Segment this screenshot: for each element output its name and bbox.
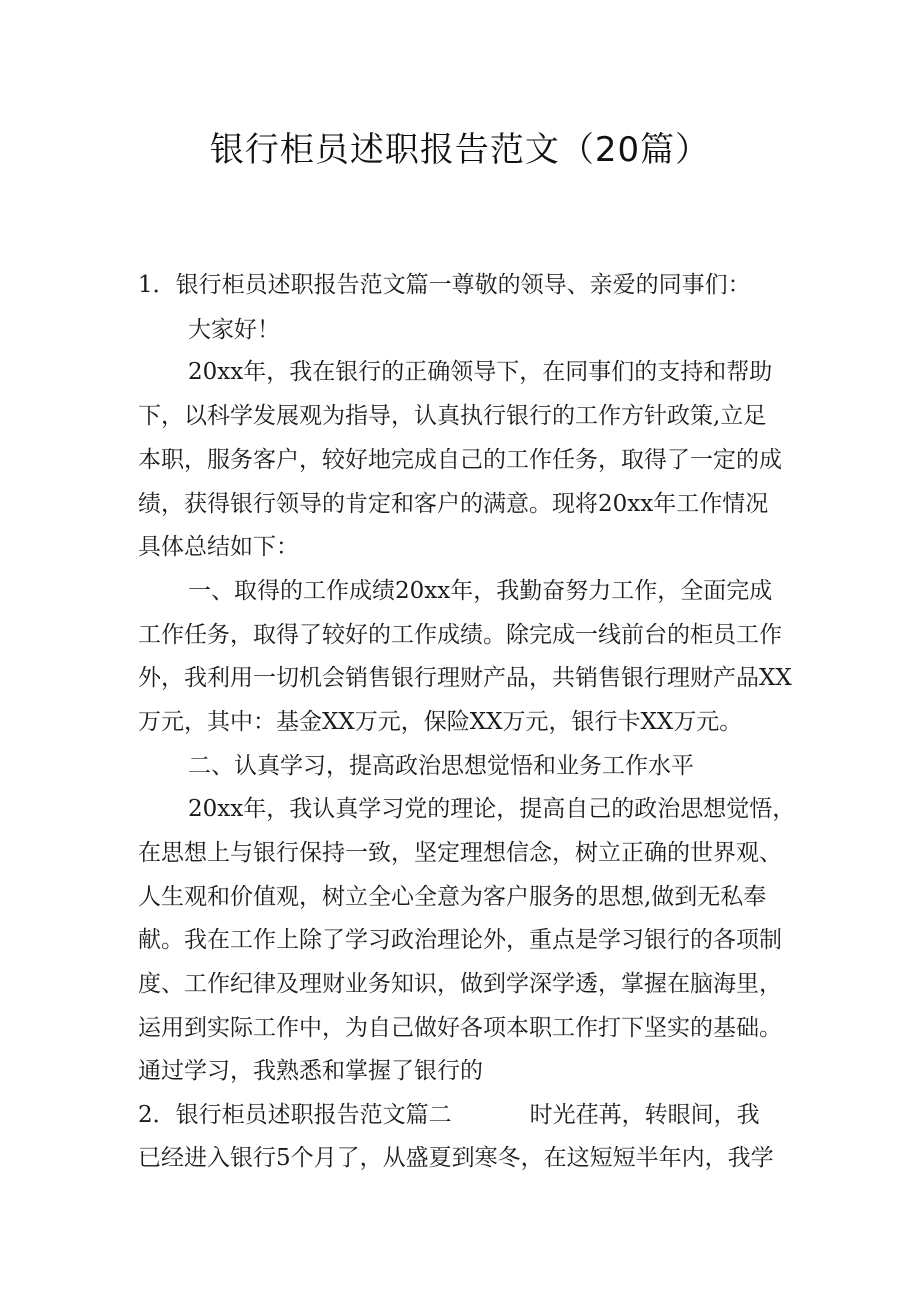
paragraph-2-line-1: 一、取得的工作成绩20xx年，我勤奋努力工作，全面完成 bbox=[188, 578, 773, 604]
paragraph-3-line-1: 20xx年，我认真学习党的理论，提高自己的政治思想觉悟， bbox=[188, 796, 796, 822]
section-2-heading: 2．银行柜员述职报告范文篇二 bbox=[138, 1102, 452, 1128]
section-1-heading: 1．银行柜员述职报告范文篇一尊敬的领导、亲爱的同事们： bbox=[138, 272, 751, 298]
paragraph-1-line-4: 绩，获得银行领导的肯定和客户的满意。现将20xx年工作情况 bbox=[138, 491, 769, 517]
section-2-heading-tail: 时光荏苒，转眼间，我 bbox=[529, 1102, 760, 1128]
paragraph-3-line-7: 通过学习，我熟悉和掌握了银行的 bbox=[138, 1058, 483, 1084]
paragraph-2-line-2: 工作任务，取得了较好的工作成绩。除完成一线前台的柜员工作 bbox=[138, 622, 782, 648]
section-2-heading-line bbox=[138, 1100, 760, 1130]
paragraph-1-line-3: 本职，服务客户，较好地完成自己的工作任务，取得了一定的成 bbox=[138, 447, 782, 473]
document-title: 银行柜员述职报告范文（20篇） bbox=[209, 130, 711, 170]
greeting-line: 大家好！ bbox=[188, 317, 280, 343]
paragraph-3-line-5: 度、工作纪律及理财业务知识，做到学深学透，掌握在脑海里， bbox=[138, 971, 782, 997]
paragraph-2-line-3: 外，我利用一切机会销售银行理财产品，共销售银行理财产品XX bbox=[138, 665, 792, 691]
paragraph-2-line-4: 万元，其中：基金XX万元，保险XX万元，银行卡XX万元。 bbox=[138, 709, 743, 735]
paragraph-3-line-6: 运用到实际工作中，为自己做好各项本职工作打下坚实的基础。 bbox=[138, 1015, 782, 1041]
subheading-study: 二、认真学习，提高政治思想觉悟和业务工作水平 bbox=[188, 753, 694, 779]
paragraph-3-line-2: 在思想上与银行保持一致，坚定理想信念，树立正确的世界观、 bbox=[138, 840, 782, 866]
paragraph-1-line-5: 具体总结如下： bbox=[138, 534, 299, 560]
paragraph-1-line-2: 下，以科学发展观为指导，认真执行银行的工作方针政策,立足 bbox=[138, 403, 767, 429]
paragraph-3-line-4: 献。我在工作上除了学习政治理论外，重点是学习银行的各项制 bbox=[138, 927, 782, 953]
paragraph-1-line-1: 20xx年，我在银行的正确领导下，在同事们的支持和帮助 bbox=[188, 359, 773, 385]
paragraph-3-line-3: 人生观和价值观，树立全心全意为客户服务的思想,做到无私奉 bbox=[138, 884, 767, 910]
section-2-line-2: 已经进入银行5个月了，从盛夏到寒冬，在这短短半年内，我学 bbox=[138, 1145, 774, 1171]
